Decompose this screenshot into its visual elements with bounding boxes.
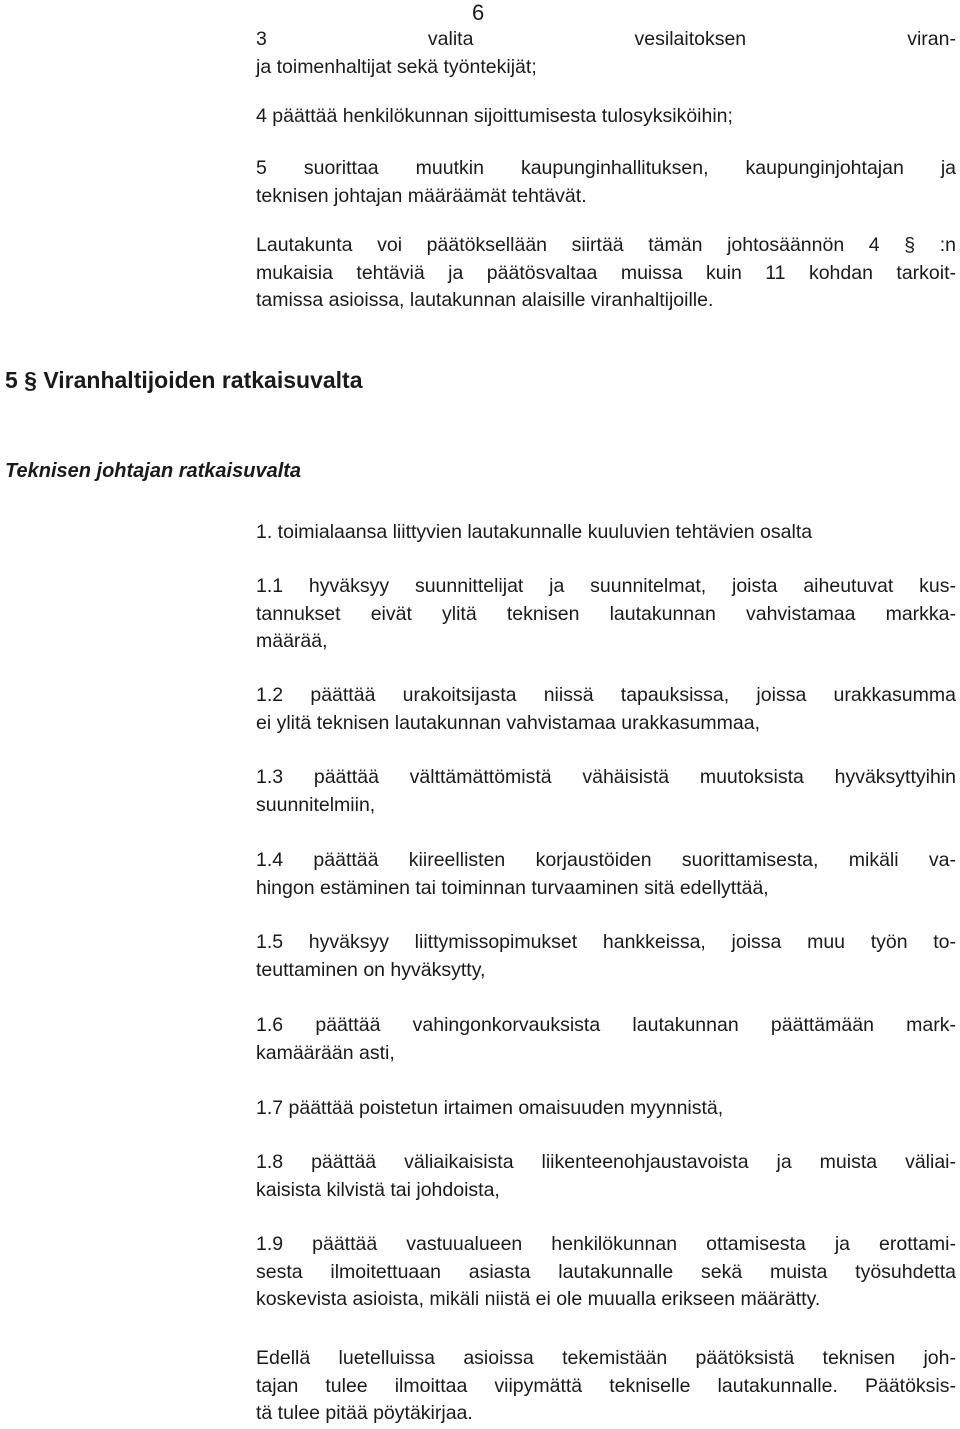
text-line: suunnitelmiin, bbox=[256, 793, 376, 816]
list-item-1-6 bbox=[256, 1012, 956, 1067]
section-heading: 5 § Viranhaltijoiden ratkaisuvalta bbox=[5, 367, 363, 393]
text-line: määrää, bbox=[256, 630, 328, 652]
text-line: 1.2 päättää urakoitsijasta niissä tapauksissa, joissa urakkasumma bbox=[256, 684, 956, 706]
list-item-1-1 bbox=[256, 573, 956, 656]
delegation-paragraph bbox=[256, 232, 956, 315]
closing-paragraph bbox=[256, 1345, 956, 1428]
list-item-1-2 bbox=[256, 682, 956, 737]
text-line: Lautakunta voi päätöksellään siirtää tämän johtosäännön 4 § :n bbox=[256, 234, 956, 256]
text-line: koskevista asioista, mikäli niistä ei ole muualla erikseen määrätty. bbox=[256, 1288, 821, 1310]
page-number: 6 bbox=[472, 0, 485, 25]
subheading: Teknisen johtajan ratkaisuvalta bbox=[5, 460, 302, 482]
list-item-3 bbox=[256, 26, 956, 81]
text-line: ja toimenhaltijat sekä työntekijät; bbox=[256, 55, 537, 78]
text-line: 4 päättää henkilökunnan sijoittumisesta tulosyksiköihin; bbox=[256, 105, 733, 127]
text-line: hingon estäminen tai toiminnan turvaaminen sitä edellyttää, bbox=[256, 876, 769, 899]
text-line: 1.5 hyväksyy liittymissopimukset hankkeissa, joissa muu työn to- bbox=[256, 931, 956, 953]
list-item-1-4 bbox=[256, 847, 956, 902]
text-line: tä tulee pitää pöytäkirjaa. bbox=[256, 1402, 473, 1424]
text-line: tannukset eivät ylitä teknisen lautakunnan vahvistamaa markka- bbox=[256, 602, 956, 625]
text-line: 1.3 päättää välttämättömistä vähäisistä muutoksista hyväksyttyihin bbox=[256, 766, 956, 788]
list-item-1-8 bbox=[256, 1149, 956, 1204]
text-line: 1.7 päättää poistetun irtaimen omaisuuden myynnistä, bbox=[256, 1097, 724, 1119]
text-line: tamissa asioissa, lautakunnan alaisille viranhaltijoille. bbox=[256, 289, 714, 311]
text-line: 5 suorittaa muutkin kaupunginhallituksen, kaupunginjohtajan ja bbox=[256, 157, 956, 179]
text-line: teknisen johtajan määräämät tehtävät. bbox=[256, 184, 587, 207]
list-item-5 bbox=[256, 155, 956, 210]
list-item-1-5 bbox=[256, 929, 956, 984]
text-line: teuttaminen on hyväksytty, bbox=[256, 958, 486, 981]
text-line: 1.4 päättää kiireellisten korjaustöiden suorittamisesta, mikäli va- bbox=[256, 849, 956, 871]
list-item-1-3 bbox=[256, 764, 956, 819]
text-line: 1.6 päättää vahingonkorvauksista lautakunnan päättämään mark- bbox=[256, 1014, 956, 1036]
text-line: kamäärään asti, bbox=[256, 1041, 395, 1064]
text-line: ei ylitä teknisen lautakunnan vahvistamaa urakkasummaa, bbox=[256, 711, 761, 734]
text-line: mukaisia tehtäviä ja päätösvaltaa muissa kuin 11 kohdan tarkoit- bbox=[256, 261, 956, 284]
text-line: kaisista kilvistä tai johdoista, bbox=[256, 1178, 500, 1201]
text-line: 3 valita vesilaitoksen viran- bbox=[256, 28, 956, 50]
list-item-1 bbox=[256, 519, 956, 547]
list-item-4 bbox=[256, 103, 956, 131]
text-line: 1. toimialaansa liittyvien lautakunnalle kuuluvien tehtävien osalta bbox=[256, 521, 813, 543]
text-line: Edellä luetelluissa asioissa tekemistään päätöksistä teknisen joh- bbox=[256, 1347, 956, 1369]
text-line: 1.1 hyväksyy suunnittelijat ja suunnitelmat, joista aiheutuvat kus- bbox=[256, 575, 956, 597]
list-item-1-9 bbox=[256, 1231, 956, 1314]
list-item-1-7 bbox=[256, 1095, 956, 1123]
text-line: 1.9 päättää vastuualueen henkilökunnan ottamisesta ja erottami- bbox=[256, 1233, 956, 1255]
text-line: sesta ilmoitettuaan asiasta lautakunnalle sekä muista työsuhdetta bbox=[256, 1260, 956, 1283]
text-line: 1.8 päättää väliaikaisista liikenteenohjaustavoista ja muista väliai- bbox=[256, 1151, 956, 1173]
text-line: tajan tulee ilmoittaa viipymättä tekniselle lautakunnalle. Päätöksis- bbox=[256, 1374, 956, 1397]
